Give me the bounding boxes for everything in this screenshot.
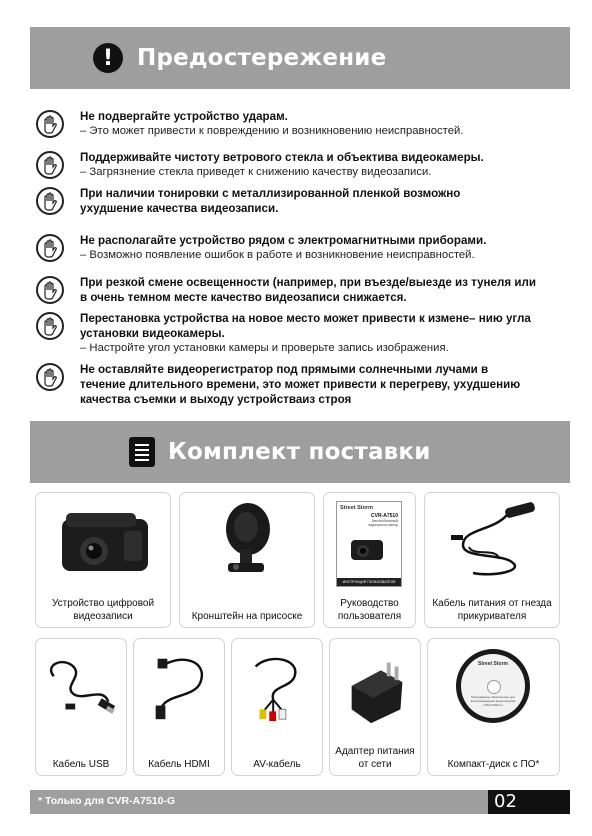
kit-label: Адаптер питания от сети <box>335 746 415 770</box>
kit-banner <box>30 421 570 483</box>
kit-card-hdmi <box>133 638 225 776</box>
cd-icon: Street Storm Программное обеспечение для воспроизведения видеозаписей CVR-A7510-G <box>456 649 530 723</box>
document-icon <box>129 437 155 467</box>
hand-stop-icon <box>36 110 64 138</box>
kit-label: Устройство цифровой видеозаписи <box>51 598 155 622</box>
warning-item: Не располагайте устройство рядом с электромагнитными приборами. – Возможно появление ошибок в работе и возникновение неисправностей. <box>36 233 566 263</box>
hand-stop-icon <box>36 276 64 304</box>
exclamation-icon: ! <box>93 43 123 73</box>
hdmi-cable-icon <box>142 647 216 727</box>
kit-label: Кабель HDMI <box>148 759 210 770</box>
car-charger-icon <box>433 501 553 581</box>
kit-label: AV-кабель <box>253 759 301 770</box>
warning-item: Не оставляйте видеорегистратор под прямыми солнечными лучами в течение длительного времени, это может привести к перегреву, ухудшению качества съемки и выходу устройстваиз строя <box>36 362 566 407</box>
kit-card-manual <box>323 492 416 628</box>
warning-item: При резкой смене освещенности (например, при въезде/выезде из тунеля или в очень темном месте качество видеозаписи снижается. <box>36 275 566 305</box>
kit-label: Компакт-диск с ПО* <box>447 759 540 770</box>
hand-stop-icon <box>36 312 64 340</box>
av-cable-icon <box>240 647 314 727</box>
warning-item: Перестановка устройства на новое место может привести к измене– нию угла установки видеокамеры. – Настройте угол установки камеры и проверьте запись изображения. <box>36 311 566 356</box>
kit-label: Кабель USB <box>52 759 110 770</box>
kit-card-av <box>231 638 323 776</box>
kit-card-dashcam <box>35 492 171 628</box>
usb-cable-icon <box>44 647 118 727</box>
manual-icon: Street Storm CVR-A7510 Автомобильный видеорегистратор ИНСТРУКЦИЯ ПОЛЬЗОВАТЕЛЯ <box>336 501 402 587</box>
power-adapter-icon <box>338 647 412 727</box>
kit-card-cd <box>427 638 560 776</box>
kit-label: Руководство пользователя <box>337 598 402 622</box>
warning-banner <box>30 27 570 89</box>
kit-card-car-charger <box>424 492 560 628</box>
hand-stop-icon <box>36 234 64 262</box>
warning-item: Поддерживайте чистоту ветрового стекла и объектива видеокамеры. – Загрязнение стекла приведет к снижению качеству видеозаписи. <box>36 150 566 180</box>
hand-stop-icon <box>36 151 64 179</box>
kit-card-usb <box>35 638 127 776</box>
dashcam-icon <box>44 501 164 581</box>
footnote: * Только для CVR-A7510-G <box>38 795 176 807</box>
warning-title: Предостережение <box>137 45 387 71</box>
page-footer <box>30 790 570 814</box>
kit-title: Комплект поставки <box>168 439 431 465</box>
kit-label: Кабель питания от гнезда прикуривателя <box>432 598 552 622</box>
kit-card-mount <box>179 492 315 628</box>
hand-stop-icon <box>36 187 64 215</box>
warning-item: Не подвергайте устройство ударам. – Это может привести к повреждению и возникновению неисправностей. <box>36 109 566 139</box>
suction-mount-icon <box>188 501 308 581</box>
warning-item: При наличии тонировки с металлизированной пленкой возможно ухудшение качества видеозаписи. <box>36 186 566 216</box>
page-number: 02 <box>488 790 570 814</box>
hand-stop-icon <box>36 363 64 391</box>
kit-label: Кронштейн на присоске <box>191 611 303 622</box>
kit-card-adapter <box>329 638 421 776</box>
